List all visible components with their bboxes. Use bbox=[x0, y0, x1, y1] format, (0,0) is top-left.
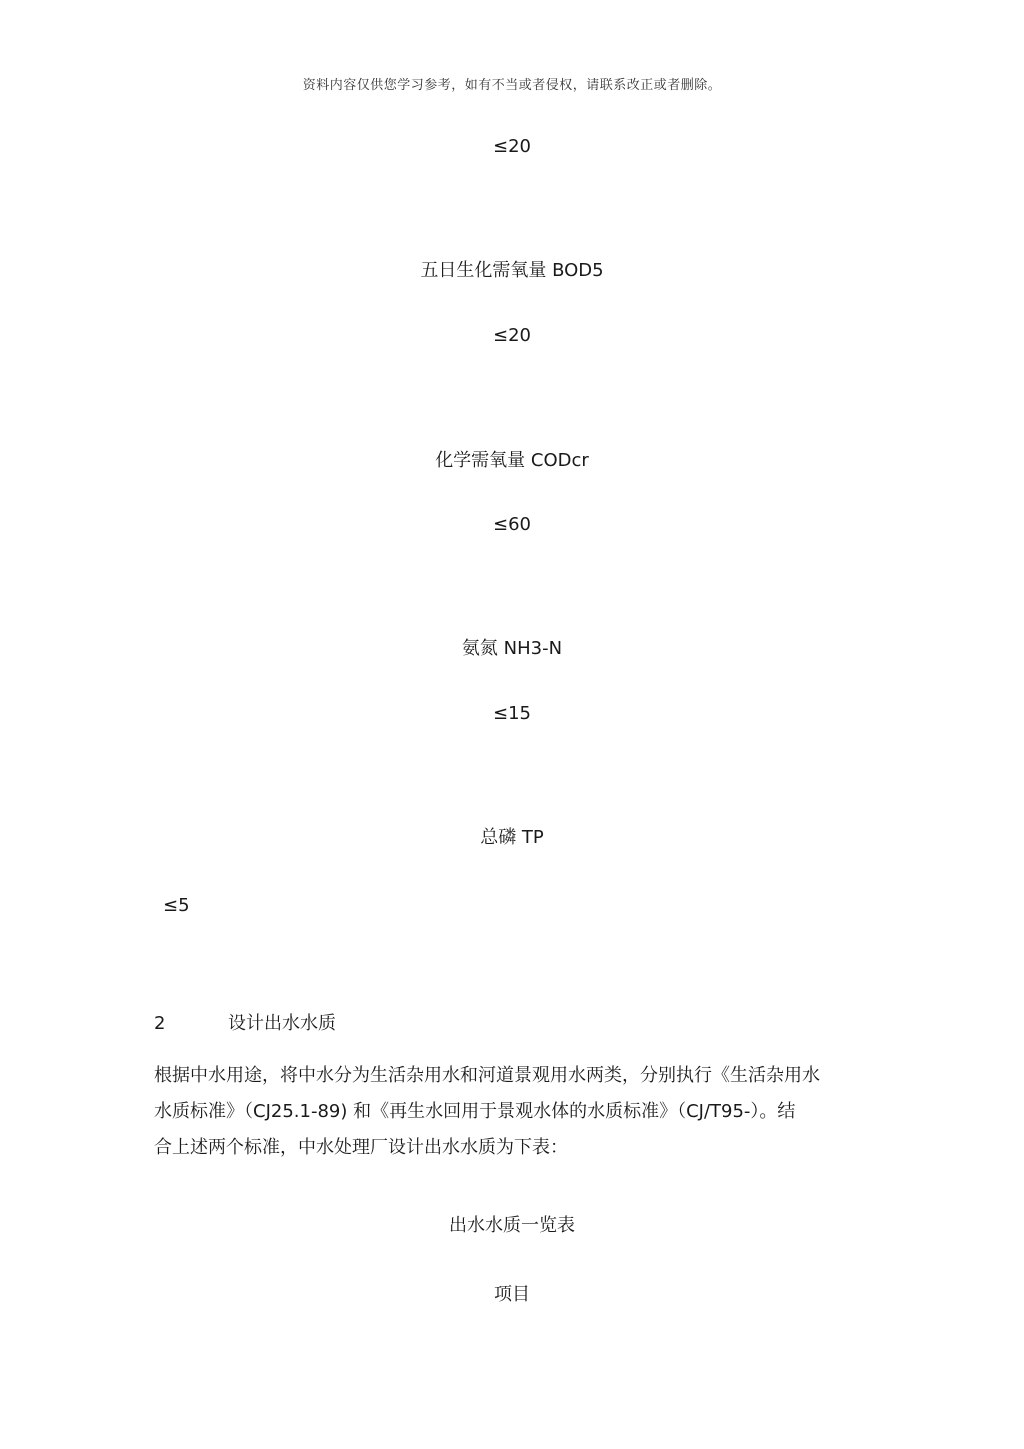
section-number: 2 bbox=[154, 1013, 166, 1034]
item-codcr-value: ≤60 bbox=[493, 514, 531, 535]
item-bod5-value: ≤20 bbox=[493, 325, 531, 346]
paragraph-line: 合上述两个标准，中水处理厂设计出水水质为下表： bbox=[154, 1137, 568, 1158]
item-bod5-label: 五日生化需氧量 BOD5 bbox=[420, 260, 604, 281]
page-header-disclaimer: 资料内容仅供您学习参考，如有不当或者侵权，请联系改正或者删除。 bbox=[302, 78, 722, 93]
value-row-1: ≤20 bbox=[493, 136, 531, 157]
paragraph-line: 根据中水用途，将中水分为生活杂用水和河道景观用水两类，分别执行《生活杂用水 bbox=[154, 1065, 820, 1086]
item-tp-label: 总磷 TP bbox=[480, 827, 544, 848]
body-paragraph bbox=[154, 1058, 874, 1166]
table-title: 出水水质一览表 bbox=[449, 1215, 575, 1236]
section-heading bbox=[154, 1009, 336, 1035]
item-nh3n-label: 氨氮 NH3-N bbox=[461, 638, 563, 659]
table-header-item: 项目 bbox=[494, 1284, 530, 1305]
item-tp-value: ≤5 bbox=[163, 895, 190, 916]
item-nh3n-value: ≤15 bbox=[493, 703, 531, 724]
paragraph-line: 水质标准》（CJ25.1-89) 和《再生水回用于景观水体的水质标准》（CJ/T95-）。结 bbox=[154, 1101, 796, 1122]
section-title: 设计出水水质 bbox=[228, 1013, 336, 1034]
item-codcr-label: 化学需氧量 CODcr bbox=[435, 450, 589, 471]
